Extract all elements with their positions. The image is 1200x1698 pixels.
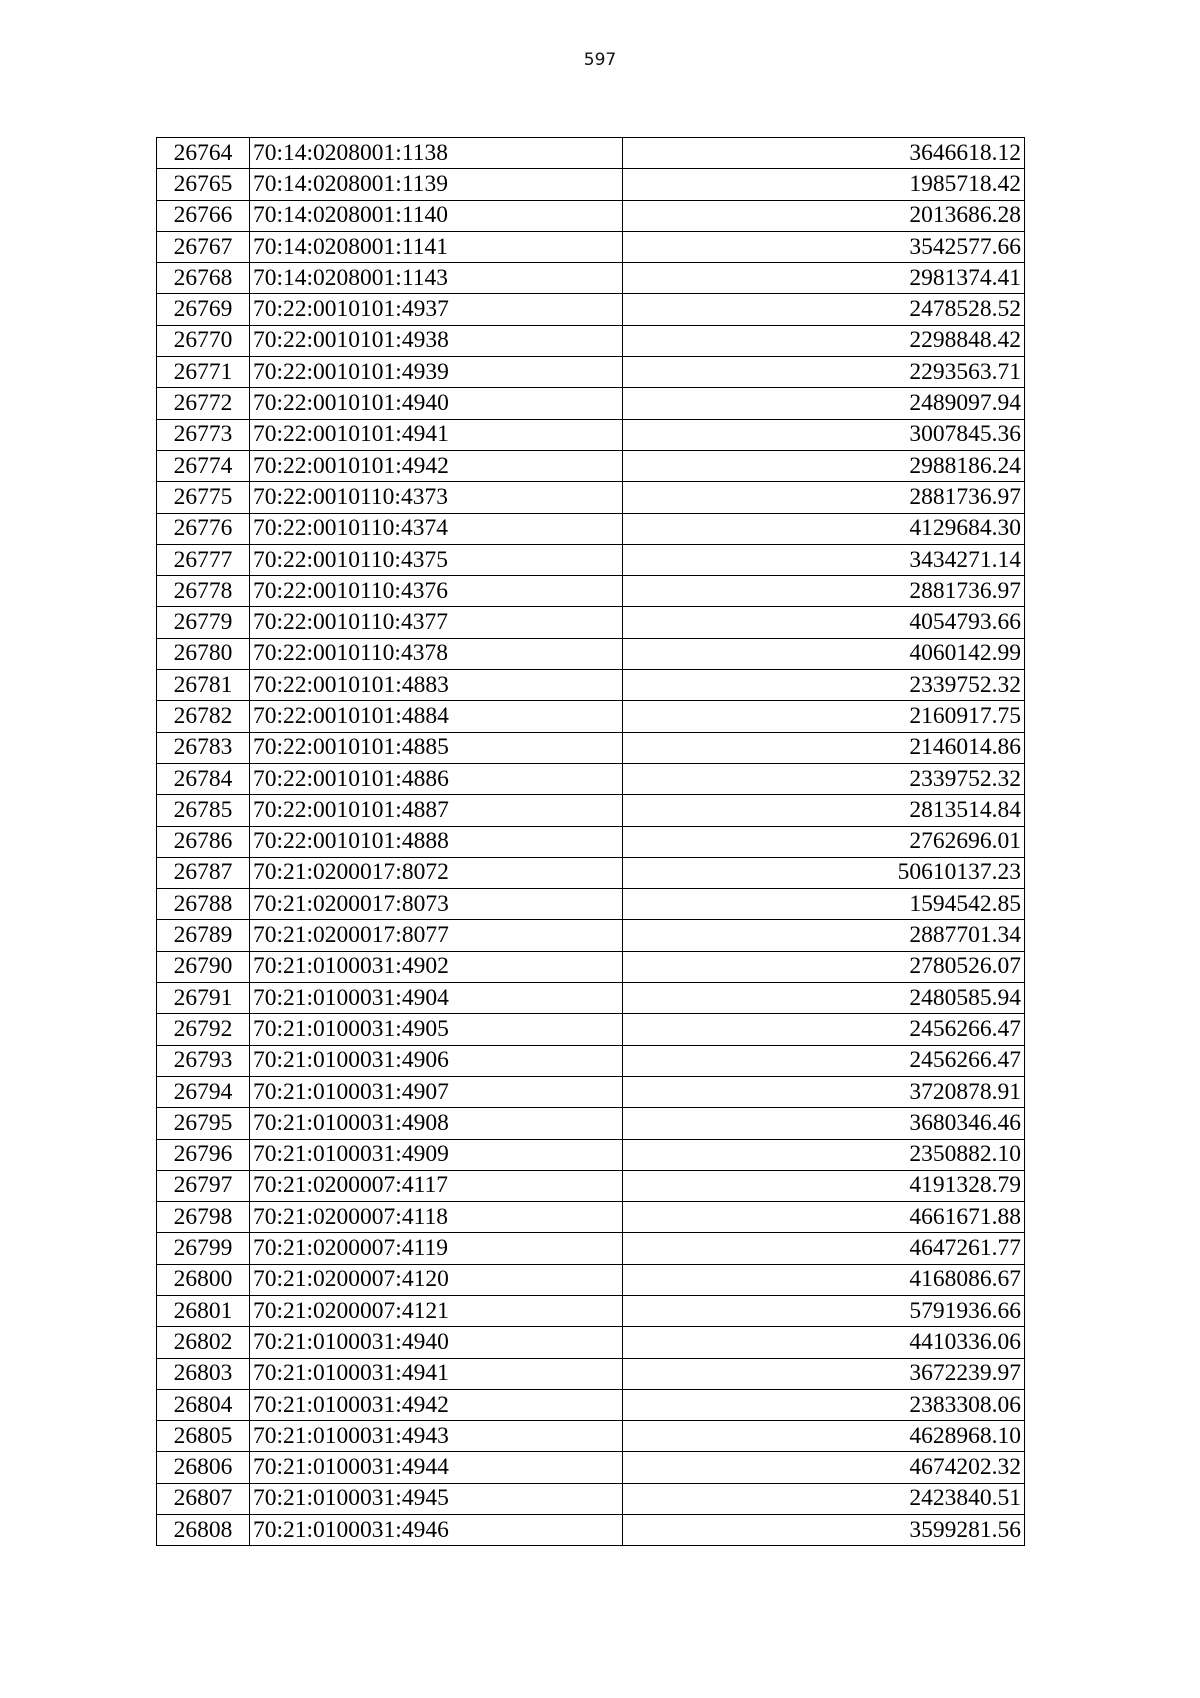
cadastral-number-cell: 70:21:0100031:4908 bbox=[250, 1108, 623, 1139]
row-number-cell: 26780 bbox=[157, 638, 250, 669]
cadastral-number-cell: 70:22:0010101:4887 bbox=[250, 795, 623, 826]
cadastral-number-cell: 70:21:0100031:4943 bbox=[250, 1421, 623, 1452]
cadastral-value-cell: 2146014.86 bbox=[623, 732, 1025, 763]
cadastral-value-cell: 2478528.52 bbox=[623, 294, 1025, 325]
table-body bbox=[157, 138, 1025, 1546]
table-row bbox=[157, 1170, 1025, 1201]
table-row bbox=[157, 701, 1025, 732]
cadastral-number-cell: 70:14:0208001:1139 bbox=[250, 169, 623, 200]
table-row bbox=[157, 1076, 1025, 1107]
row-number-cell: 26792 bbox=[157, 1014, 250, 1045]
row-number-cell: 26778 bbox=[157, 576, 250, 607]
table-row bbox=[157, 1045, 1025, 1076]
row-number-cell: 26772 bbox=[157, 388, 250, 419]
row-number-cell: 26783 bbox=[157, 732, 250, 763]
cadastral-number-cell: 70:21:0100031:4905 bbox=[250, 1014, 623, 1045]
cadastral-value-cell: 2383308.06 bbox=[623, 1389, 1025, 1420]
cadastral-value-cell: 2456266.47 bbox=[623, 1045, 1025, 1076]
row-number-cell: 26765 bbox=[157, 169, 250, 200]
cadastral-value-cell: 4410336.06 bbox=[623, 1327, 1025, 1358]
cadastral-value-cell: 2293563.71 bbox=[623, 357, 1025, 388]
table-row bbox=[157, 482, 1025, 513]
row-number-cell: 26775 bbox=[157, 482, 250, 513]
row-number-cell: 26777 bbox=[157, 544, 250, 575]
cadastral-number-cell: 70:22:0010101:4941 bbox=[250, 419, 623, 450]
row-number-cell: 26786 bbox=[157, 826, 250, 857]
row-number-cell: 26779 bbox=[157, 607, 250, 638]
row-number-cell: 26769 bbox=[157, 294, 250, 325]
cadastral-number-cell: 70:21:0100031:4940 bbox=[250, 1327, 623, 1358]
table-row bbox=[157, 1515, 1025, 1546]
row-number-cell: 26793 bbox=[157, 1045, 250, 1076]
row-number-cell: 26767 bbox=[157, 231, 250, 262]
cadastral-number-cell: 70:22:0010110:4377 bbox=[250, 607, 623, 638]
cadastral-value-cell: 3542577.66 bbox=[623, 231, 1025, 262]
cadastral-number-cell: 70:21:0200017:8077 bbox=[250, 920, 623, 951]
row-number-cell: 26805 bbox=[157, 1421, 250, 1452]
table-row bbox=[157, 795, 1025, 826]
row-number-cell: 26784 bbox=[157, 763, 250, 794]
table-row bbox=[157, 670, 1025, 701]
table-row bbox=[157, 857, 1025, 888]
cadastral-value-cell: 2298848.42 bbox=[623, 325, 1025, 356]
cadastral-value-cell: 2160917.75 bbox=[623, 701, 1025, 732]
cadastral-number-cell: 70:21:0100031:4941 bbox=[250, 1358, 623, 1389]
page-number: 597 bbox=[583, 50, 617, 70]
cadastral-number-cell: 70:21:0100031:4904 bbox=[250, 983, 623, 1014]
row-number-cell: 26785 bbox=[157, 795, 250, 826]
row-number-cell: 26771 bbox=[157, 357, 250, 388]
table-row bbox=[157, 1014, 1025, 1045]
row-number-cell: 26773 bbox=[157, 419, 250, 450]
cadastral-value-cell: 4168086.67 bbox=[623, 1264, 1025, 1295]
cadastral-number-cell: 70:22:0010101:4884 bbox=[250, 701, 623, 732]
row-number-cell: 26797 bbox=[157, 1170, 250, 1201]
table-row bbox=[157, 763, 1025, 794]
cadastral-number-cell: 70:14:0208001:1141 bbox=[250, 231, 623, 262]
table-row bbox=[157, 1202, 1025, 1233]
data-table bbox=[156, 137, 1025, 1546]
cadastral-value-cell: 2881736.97 bbox=[623, 482, 1025, 513]
row-number-cell: 26798 bbox=[157, 1202, 250, 1233]
cadastral-value-cell: 2423840.51 bbox=[623, 1483, 1025, 1514]
row-number-cell: 26795 bbox=[157, 1108, 250, 1139]
cadastral-number-cell: 70:22:0010101:4883 bbox=[250, 670, 623, 701]
cadastral-number-cell: 70:14:0208001:1138 bbox=[250, 138, 623, 169]
table-row bbox=[157, 732, 1025, 763]
table-row bbox=[157, 1452, 1025, 1483]
cadastral-value-cell: 2762696.01 bbox=[623, 826, 1025, 857]
cadastral-value-cell: 2780526.07 bbox=[623, 951, 1025, 982]
row-number-cell: 26782 bbox=[157, 701, 250, 732]
table-row bbox=[157, 263, 1025, 294]
cadastral-value-cell: 2350882.10 bbox=[623, 1139, 1025, 1170]
cadastral-number-cell: 70:22:0010101:4937 bbox=[250, 294, 623, 325]
row-number-cell: 26804 bbox=[157, 1389, 250, 1420]
table-row bbox=[157, 1295, 1025, 1326]
cadastral-value-cell: 2988186.24 bbox=[623, 450, 1025, 481]
row-number-cell: 26803 bbox=[157, 1358, 250, 1389]
cadastral-number-cell: 70:21:0200007:4120 bbox=[250, 1264, 623, 1295]
table-row bbox=[157, 951, 1025, 982]
row-number-cell: 26791 bbox=[157, 983, 250, 1014]
cadastral-value-cell: 2480585.94 bbox=[623, 983, 1025, 1014]
cadastral-number-cell: 70:22:0010101:4885 bbox=[250, 732, 623, 763]
table-row bbox=[157, 1421, 1025, 1452]
cadastral-value-cell: 3672239.97 bbox=[623, 1358, 1025, 1389]
cadastral-value-cell: 4129684.30 bbox=[623, 513, 1025, 544]
table-row bbox=[157, 826, 1025, 857]
row-number-cell: 26802 bbox=[157, 1327, 250, 1358]
cadastral-value-cell: 2489097.94 bbox=[623, 388, 1025, 419]
table-row bbox=[157, 607, 1025, 638]
cadastral-value-cell: 2981374.41 bbox=[623, 263, 1025, 294]
cadastral-number-cell: 70:21:0200007:4118 bbox=[250, 1202, 623, 1233]
row-number-cell: 26781 bbox=[157, 670, 250, 701]
row-number-cell: 26800 bbox=[157, 1264, 250, 1295]
cadastral-number-cell: 70:22:0010110:4375 bbox=[250, 544, 623, 575]
cadastral-value-cell: 5791936.66 bbox=[623, 1295, 1025, 1326]
table-row bbox=[157, 1264, 1025, 1295]
cadastral-value-cell: 4661671.88 bbox=[623, 1202, 1025, 1233]
table-row bbox=[157, 1108, 1025, 1139]
table-row bbox=[157, 325, 1025, 356]
cadastral-value-cell: 4060142.99 bbox=[623, 638, 1025, 669]
table-row bbox=[157, 638, 1025, 669]
cadastral-number-cell: 70:21:0100031:4909 bbox=[250, 1139, 623, 1170]
cadastral-number-cell: 70:22:0010101:4939 bbox=[250, 357, 623, 388]
cadastral-number-cell: 70:22:0010110:4378 bbox=[250, 638, 623, 669]
cadastral-value-cell: 1985718.42 bbox=[623, 169, 1025, 200]
cadastral-value-cell: 2013686.28 bbox=[623, 200, 1025, 231]
row-number-cell: 26794 bbox=[157, 1076, 250, 1107]
row-number-cell: 26808 bbox=[157, 1515, 250, 1546]
cadastral-number-cell: 70:21:0100031:4944 bbox=[250, 1452, 623, 1483]
cadastral-number-cell: 70:22:0010101:4888 bbox=[250, 826, 623, 857]
row-number-cell: 26774 bbox=[157, 450, 250, 481]
table-row bbox=[157, 138, 1025, 169]
row-number-cell: 26776 bbox=[157, 513, 250, 544]
cadastral-value-cell: 2339752.32 bbox=[623, 763, 1025, 794]
table-row bbox=[157, 419, 1025, 450]
cadastral-number-cell: 70:14:0208001:1143 bbox=[250, 263, 623, 294]
table-row bbox=[157, 169, 1025, 200]
row-number-cell: 26807 bbox=[157, 1483, 250, 1514]
table-row bbox=[157, 1358, 1025, 1389]
cadastral-value-cell: 3720878.91 bbox=[623, 1076, 1025, 1107]
cadastral-number-cell: 70:21:0200017:8072 bbox=[250, 857, 623, 888]
row-number-cell: 26770 bbox=[157, 325, 250, 356]
table-row bbox=[157, 1139, 1025, 1170]
table-row bbox=[157, 513, 1025, 544]
cadastral-number-cell: 70:21:0200007:4117 bbox=[250, 1170, 623, 1201]
table-row bbox=[157, 544, 1025, 575]
cadastral-number-cell: 70:21:0100031:4945 bbox=[250, 1483, 623, 1514]
cadastral-number-cell: 70:22:0010110:4374 bbox=[250, 513, 623, 544]
cadastral-value-cell: 3007845.36 bbox=[623, 419, 1025, 450]
cadastral-number-cell: 70:21:0100031:4906 bbox=[250, 1045, 623, 1076]
cadastral-number-cell: 70:22:0010101:4886 bbox=[250, 763, 623, 794]
cadastral-value-cell: 3680346.46 bbox=[623, 1108, 1025, 1139]
table-row bbox=[157, 200, 1025, 231]
cadastral-number-cell: 70:22:0010110:4373 bbox=[250, 482, 623, 513]
table-row bbox=[157, 920, 1025, 951]
row-number-cell: 26801 bbox=[157, 1295, 250, 1326]
table-row bbox=[157, 1389, 1025, 1420]
cadastral-number-cell: 70:22:0010110:4376 bbox=[250, 576, 623, 607]
cadastral-value-cell: 4191328.79 bbox=[623, 1170, 1025, 1201]
cadastral-value-cell: 4054793.66 bbox=[623, 607, 1025, 638]
table-row bbox=[157, 450, 1025, 481]
table-row bbox=[157, 388, 1025, 419]
cadastral-value-cell: 3599281.56 bbox=[623, 1515, 1025, 1546]
cadastral-number-cell: 70:21:0100031:4942 bbox=[250, 1389, 623, 1420]
table-row bbox=[157, 294, 1025, 325]
row-number-cell: 26796 bbox=[157, 1139, 250, 1170]
table-row bbox=[157, 1483, 1025, 1514]
row-number-cell: 26799 bbox=[157, 1233, 250, 1264]
table-row bbox=[157, 576, 1025, 607]
row-number-cell: 26790 bbox=[157, 951, 250, 982]
cadastral-number-cell: 70:21:0100031:4902 bbox=[250, 951, 623, 982]
row-number-cell: 26788 bbox=[157, 889, 250, 920]
cadastral-number-cell: 70:22:0010101:4940 bbox=[250, 388, 623, 419]
table-row bbox=[157, 357, 1025, 388]
cadastral-value-cell: 2456266.47 bbox=[623, 1014, 1025, 1045]
cadastral-value-cell: 2887701.34 bbox=[623, 920, 1025, 951]
cadastral-number-cell: 70:21:0100031:4946 bbox=[250, 1515, 623, 1546]
row-number-cell: 26768 bbox=[157, 263, 250, 294]
table-row bbox=[157, 983, 1025, 1014]
row-number-cell: 26789 bbox=[157, 920, 250, 951]
cadastral-value-cell: 1594542.85 bbox=[623, 889, 1025, 920]
cadastral-number-cell: 70:21:0200007:4121 bbox=[250, 1295, 623, 1326]
row-number-cell: 26766 bbox=[157, 200, 250, 231]
cadastral-value-cell: 4628968.10 bbox=[623, 1421, 1025, 1452]
table-row bbox=[157, 1233, 1025, 1264]
cadastral-value-cell: 4647261.77 bbox=[623, 1233, 1025, 1264]
cadastral-number-cell: 70:21:0200017:8073 bbox=[250, 889, 623, 920]
cadastral-value-cell: 4674202.32 bbox=[623, 1452, 1025, 1483]
cadastral-value-cell: 2881736.97 bbox=[623, 576, 1025, 607]
cadastral-value-cell: 50610137.23 bbox=[623, 857, 1025, 888]
row-number-cell: 26806 bbox=[157, 1452, 250, 1483]
row-number-cell: 26787 bbox=[157, 857, 250, 888]
cadastral-value-cell: 2813514.84 bbox=[623, 795, 1025, 826]
table-row bbox=[157, 231, 1025, 262]
cadastral-value-cell: 3434271.14 bbox=[623, 544, 1025, 575]
table-row bbox=[157, 1327, 1025, 1358]
cadastral-number-cell: 70:22:0010101:4938 bbox=[250, 325, 623, 356]
row-number-cell: 26764 bbox=[157, 138, 250, 169]
cadastral-number-cell: 70:14:0208001:1140 bbox=[250, 200, 623, 231]
table-row bbox=[157, 889, 1025, 920]
cadastral-number-cell: 70:21:0100031:4907 bbox=[250, 1076, 623, 1107]
cadastral-number-cell: 70:21:0200007:4119 bbox=[250, 1233, 623, 1264]
cadastral-value-cell: 2339752.32 bbox=[623, 670, 1025, 701]
cadastral-value-cell: 3646618.12 bbox=[623, 138, 1025, 169]
cadastral-number-cell: 70:22:0010101:4942 bbox=[250, 450, 623, 481]
